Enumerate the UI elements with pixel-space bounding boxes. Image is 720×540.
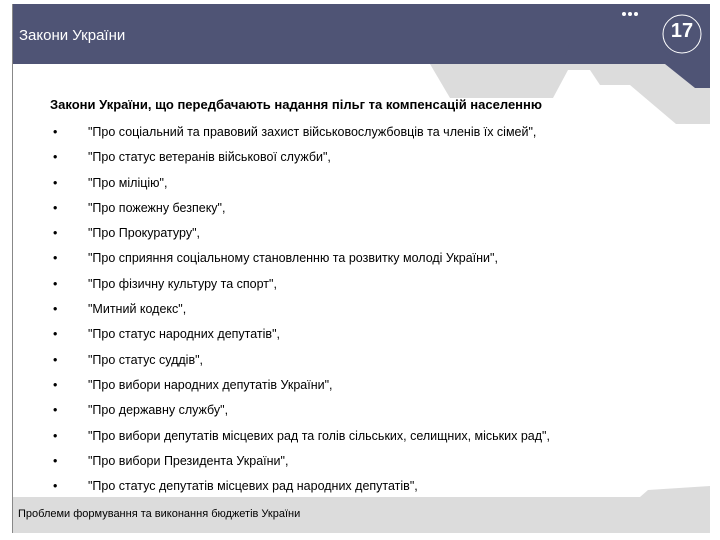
content-heading: Закони України, що передбачають надання пільг та компенсацій населенню xyxy=(50,97,542,112)
bullet: • xyxy=(53,226,58,241)
list-item-text: "Про сприяння соціальному становленню та розвитку молоді України", xyxy=(88,251,498,266)
list-item-text: "Про Прокуратуру", xyxy=(88,226,200,241)
bullet: • xyxy=(53,251,58,266)
bullet: • xyxy=(53,428,58,443)
list-item-text: "Про міліцію", xyxy=(88,175,168,190)
bullet: • xyxy=(53,352,58,367)
bullet: • xyxy=(53,479,58,494)
bullet: • xyxy=(53,125,58,139)
dots-icon xyxy=(622,12,626,16)
bullet: • xyxy=(53,377,58,392)
list-item-text: "Про державну службу", xyxy=(88,403,229,418)
list-item-text: "Про вибори Президента України", xyxy=(88,453,289,468)
bullet: • xyxy=(53,150,58,165)
bullet: • xyxy=(53,175,58,190)
footer-text: Проблеми формування та виконання бюджетів України xyxy=(18,508,301,520)
bullet: • xyxy=(53,276,58,291)
list-item-text: "Про соціальний та правовий захист військовослужбовців та членів їх сімей", xyxy=(88,125,537,139)
list-item-text: "Про вибори депутатів місцевих рад та голів сільських, селищних, міських рад", xyxy=(88,428,550,443)
list-item-text: "Про статус депутатів місцевих рад народних депутатів", xyxy=(88,479,418,494)
header-gray-shape xyxy=(397,64,710,124)
slide-title: Закони України xyxy=(19,27,126,44)
list-item-text: "Про вибори народних депутатів України", xyxy=(88,377,333,392)
bullet: • xyxy=(53,403,58,418)
list-item-text: "Про пожежну безпеку", xyxy=(88,200,226,215)
list-item-text: "Митний кодекс", xyxy=(88,302,187,317)
list-item-text: "Про статус суддів", xyxy=(88,352,204,367)
slide-number: 17 xyxy=(670,20,694,42)
bullet: • xyxy=(53,327,58,342)
bullet: • xyxy=(53,302,58,317)
bullet: • xyxy=(53,453,58,468)
list-item-text: "Про фізичну культуру та спорт", xyxy=(88,276,277,291)
list-item-text: "Про статус ветеранів військової служби", xyxy=(88,150,331,165)
list-item-text: "Про статус народних депутатів", xyxy=(88,327,280,342)
bullet: • xyxy=(53,200,58,215)
